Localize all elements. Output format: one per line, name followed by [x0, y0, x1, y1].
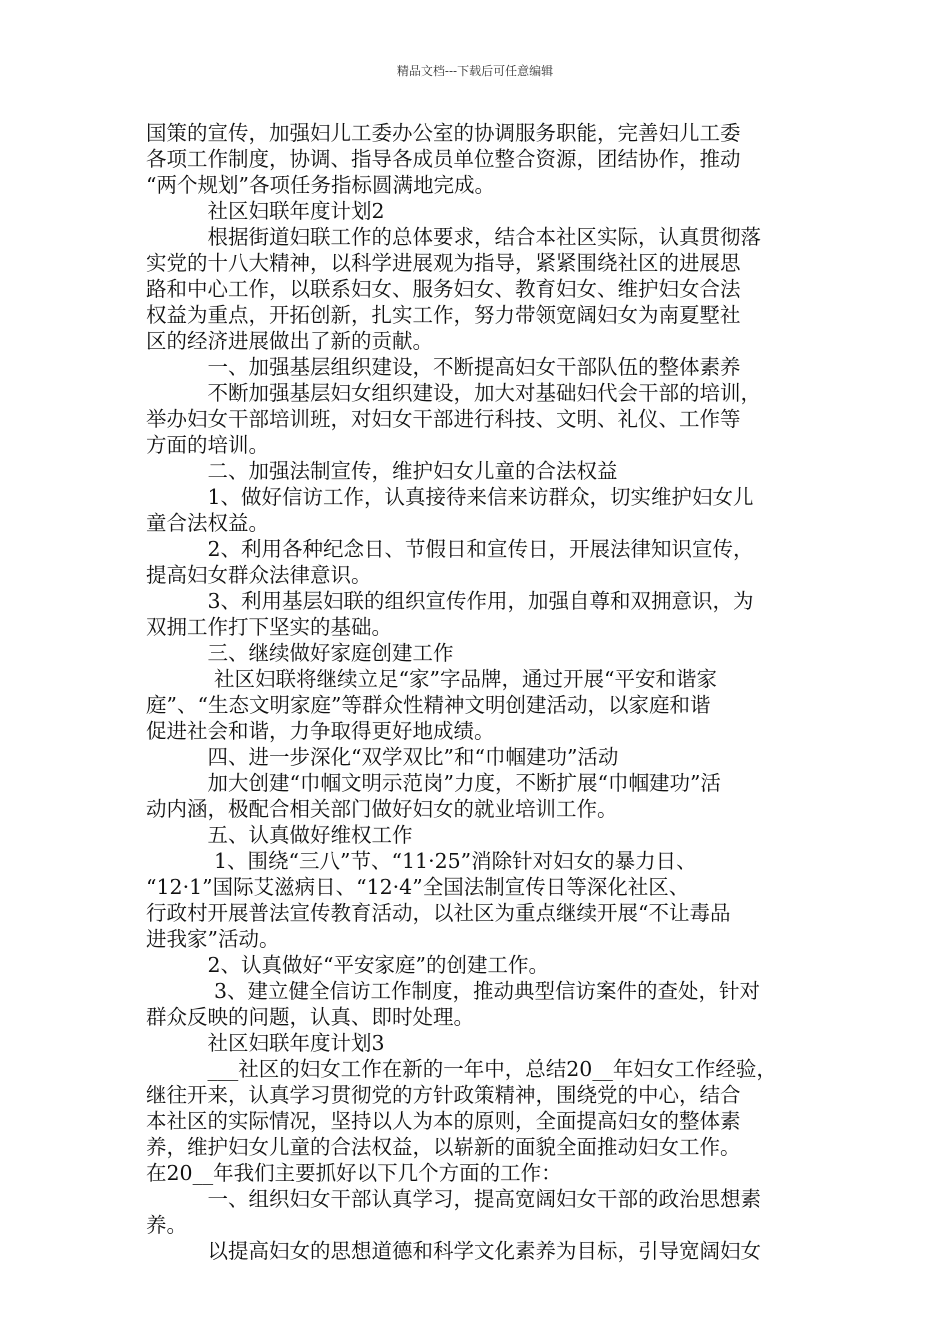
text-line: 在20__年我们主要抓好以下几个方面的工作： — [146, 1161, 562, 1185]
page-header: 精品文档---下载后可任意编辑 — [396, 64, 554, 78]
text-line: 行政村开展普法宣传教育活动，以社区为重点继续开展“不让毒品 — [146, 901, 731, 925]
text-line: 以提高妇女的思想道德和科学文化素养为目标，引导宽阔妇女 — [146, 1239, 761, 1263]
text-line: 国策的宣传，加强妇儿工委办公室的协调服务职能，完善妇儿工委 — [146, 121, 741, 145]
text-line: 继往开来，认真学习贯彻党的方针政策精神，围绕党的中心，结合 — [146, 1083, 741, 1107]
text-line: 2、认真做好“平安家庭”的创建工作。 — [146, 953, 550, 977]
heading-line: 五、认真做好维权工作 — [146, 823, 413, 847]
text-line: 群众反映的问题，认真、即时处理。 — [146, 1005, 474, 1029]
text-line: 社区妇联将继续立足“家”字品牌，通过开展“平安和谐家 — [146, 667, 717, 691]
text-line: 方面的培训。 — [146, 433, 269, 457]
text-line: ___社区的妇女工作在新的一年中，总结20__年妇女工作经验， — [146, 1057, 777, 1081]
text-line: 3、利用基层妇联的组织宣传作用，加强自尊和双拥意识，为 — [146, 589, 754, 613]
text-line: 路和中心工作，以联系妇女、服务妇女、教育妇女、维护妇女合法 — [146, 277, 741, 301]
document-body — [146, 120, 816, 1264]
text-line: 动内涵，极配合相关部门做好妇女的就业培训工作。 — [146, 797, 618, 821]
text-line: 双拥工作打下坚实的基础。 — [146, 615, 392, 639]
text-line: 加大创建“巾帼文明示范岗”力度，不断扩展“巾帼建功”活 — [146, 771, 721, 795]
heading-line: 二、加强法制宣传，维护妇女儿童的合法权益 — [146, 459, 618, 483]
heading-line: 一、加强基层组织建设，不断提高妇女干部队伍的整体素养 — [146, 355, 741, 379]
text-line: 促进社会和谐，力争取得更好地成绩。 — [146, 719, 495, 743]
heading-line: 四、进一步深化“双学双比”和“巾帼建功”活动 — [146, 745, 619, 769]
section-title: 社区妇联年度计划2 — [146, 199, 385, 223]
section-title: 社区妇联年度计划3 — [146, 1031, 385, 1055]
text-line: 不断加强基层妇女组织建设，加大对基础妇代会干部的培训， — [146, 381, 761, 405]
text-line: 1、做好信访工作，认真接待来信来访群众，切实维护妇女儿 — [146, 485, 754, 509]
text-line: 各项工作制度，协调、指导各成员单位整合资源，团结协作，推动 — [146, 147, 741, 171]
text-line: 养。 — [146, 1213, 187, 1237]
text-line: 提高妇女群众法律意识。 — [146, 563, 372, 587]
text-line: 1、围绕“三八”节、“11·25”消除针对妇女的暴力日、 — [146, 849, 697, 873]
text-line: “两个规划”各项任务指标圆满地完成。 — [146, 173, 495, 197]
text-line: 养，维护妇女儿童的合法权益，以崭新的面貌全面推动妇女工作。 — [146, 1135, 741, 1159]
text-line: 实党的十八大精神，以科学进展观为指导，紧紧围绕社区的进展思 — [146, 251, 741, 275]
text-line: 本社区的实际情况，坚持以人为本的原则，全面提高妇女的整体素 — [146, 1109, 741, 1133]
heading-line: 一、组织妇女干部认真学习，提高宽阔妇女干部的政治思想素 — [146, 1187, 761, 1211]
text-line: 举办妇女干部培训班，对妇女干部进行科技、文明、礼仪、工作等 — [146, 407, 741, 431]
text-line: 区的经济进展做出了新的贡献。 — [146, 329, 433, 353]
text-line: “12·1”国际艾滋病日、“12·4”全国法制宣传日等深化社区、 — [146, 875, 690, 899]
text-line: 童合法权益。 — [146, 511, 269, 535]
text-line: 3、建立健全信访工作制度，推动典型信访案件的查处，针对 — [146, 979, 761, 1003]
text-line: 庭”、“生态文明家庭”等群众性精神文明创建活动，以家庭和谐 — [146, 693, 711, 717]
text-line: 进我家”活动。 — [146, 927, 280, 951]
text-line: 2、利用各种纪念日、节假日和宣传日，开展法律知识宣传， — [146, 537, 754, 561]
text-line: 根据街道妇联工作的总体要求，结合本社区实际，认真贯彻落 — [146, 225, 761, 249]
heading-line: 三、继续做好家庭创建工作 — [146, 641, 454, 665]
text-line: 权益为重点，开拓创新，扎实工作，努力带领宽阔妇女为南夏墅社 — [146, 303, 741, 327]
